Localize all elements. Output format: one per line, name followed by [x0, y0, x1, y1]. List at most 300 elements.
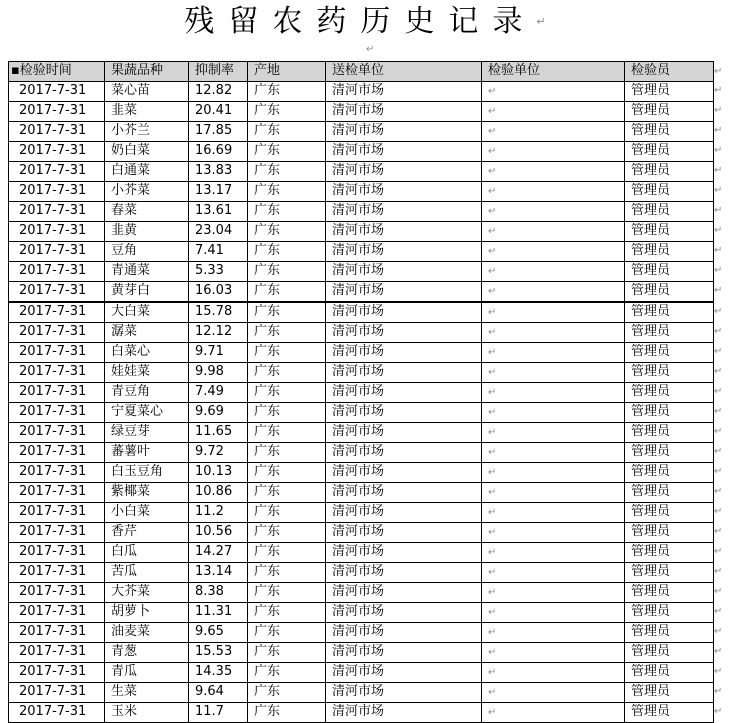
cell-inhibition-rate: 15.53 — [189, 642, 248, 662]
cell-inhibition-rate: 13.83 — [189, 161, 248, 181]
cell-produce-variety: 生菜 — [105, 682, 189, 702]
cell-inhibition-rate: 10.13 — [189, 462, 248, 482]
cell-inspection-time: 2017-7-31 — [9, 622, 105, 642]
cell-inspection-unit — [482, 322, 625, 342]
header-inspection-time: ▪检验时间 — [9, 62, 105, 82]
cell-inspector: 管理员 — [625, 221, 714, 241]
cell-inspection-time: 2017-7-31 — [9, 642, 105, 662]
table-row — [9, 201, 714, 221]
table-row — [9, 422, 714, 442]
paragraph-mark-icon: ↵ — [536, 15, 546, 28]
cell-end-mark-icon: ↵ — [488, 526, 497, 538]
cell-origin: 广东 — [248, 642, 326, 662]
row-end-mark-icon: ↵ — [714, 285, 723, 297]
cell-inspection-time: 2017-7-31 — [9, 522, 105, 542]
cell-origin: 广东 — [248, 181, 326, 201]
cell-end-mark-icon: ↵ — [488, 265, 497, 277]
cell-end-mark-icon: ↵ — [488, 406, 497, 418]
cell-inhibition-rate: 9.71 — [189, 342, 248, 362]
table-row — [9, 642, 714, 662]
cell-inhibition-rate: 13.17 — [189, 181, 248, 201]
cell-inspector: 管理员 — [625, 482, 714, 502]
cell-produce-variety: 春菜 — [105, 201, 189, 221]
cell-end-mark-icon: ↵ — [488, 426, 497, 438]
cell-inspection-time: 2017-7-31 — [9, 201, 105, 221]
cell-origin: 广东 — [248, 101, 326, 121]
table-row — [9, 702, 714, 722]
cell-submitting-unit: 清河市场 — [326, 81, 482, 101]
cell-submitting-unit: 清河市场 — [326, 322, 482, 342]
cell-produce-variety: 紫椰菜 — [105, 482, 189, 502]
cell-submitting-unit: 清河市场 — [326, 382, 482, 402]
cell-submitting-unit: 清河市场 — [326, 462, 482, 482]
cell-end-mark-icon: ↵ — [488, 586, 497, 598]
cell-inspection-unit — [482, 181, 625, 201]
row-end-mark-icon: ↵ — [714, 426, 723, 438]
cell-end-mark-icon: ↵ — [488, 245, 497, 257]
table-row — [9, 402, 714, 422]
cell-inspection-unit — [482, 422, 625, 442]
cell-inhibition-rate: 14.27 — [189, 542, 248, 562]
header-submitting-unit: 送检单位 — [326, 62, 482, 82]
cell-produce-variety: 小白菜 — [105, 502, 189, 522]
cell-inspection-time: 2017-7-31 — [9, 161, 105, 181]
cell-inspection-unit — [482, 121, 625, 141]
records-table — [8, 61, 714, 723]
cell-inspector: 管理员 — [625, 642, 714, 662]
row-end-mark-icon: ↵ — [714, 245, 723, 257]
cell-submitting-unit: 清河市场 — [326, 101, 482, 121]
cell-inhibition-rate: 9.65 — [189, 622, 248, 642]
document-title-text: 残留农药历史记录 — [184, 4, 537, 39]
header-inspection-unit: 检验单位 — [482, 62, 625, 82]
cell-inhibition-rate: 9.69 — [189, 402, 248, 422]
cell-inhibition-rate: 13.14 — [189, 562, 248, 582]
cell-inspector: 管理员 — [625, 121, 714, 141]
cell-origin: 广东 — [248, 402, 326, 422]
cell-inhibition-rate: 7.49 — [189, 382, 248, 402]
cell-produce-variety: 白通菜 — [105, 161, 189, 181]
cell-inspection-time: 2017-7-31 — [9, 482, 105, 502]
cell-submitting-unit: 清河市场 — [326, 502, 482, 522]
table-row — [9, 221, 714, 241]
cell-produce-variety: 白菜心 — [105, 342, 189, 362]
cell-submitting-unit: 清河市场 — [326, 622, 482, 642]
row-end-mark-icon: ↵ — [714, 606, 723, 618]
cell-inspection-time: 2017-7-31 — [9, 562, 105, 582]
cell-submitting-unit: 清河市场 — [326, 682, 482, 702]
cell-inhibition-rate: 16.03 — [189, 281, 248, 302]
row-end-mark-icon: ↵ — [714, 165, 723, 177]
cell-inspection-time: 2017-7-31 — [9, 442, 105, 462]
table-row — [9, 302, 714, 323]
cell-inspection-time: 2017-7-31 — [9, 221, 105, 241]
cell-inspection-time: 2017-7-31 — [9, 402, 105, 422]
cell-produce-variety: 韭黄 — [105, 221, 189, 241]
cell-produce-variety: 大白菜 — [105, 302, 189, 323]
paragraph-mark-icon: ↵ — [366, 44, 375, 55]
cell-inspection-time: 2017-7-31 — [9, 502, 105, 522]
cell-inspection-unit — [482, 482, 625, 502]
cell-inspector: 管理员 — [625, 322, 714, 342]
cell-origin: 广东 — [248, 422, 326, 442]
cell-inspection-unit — [482, 522, 625, 542]
cell-submitting-unit: 清河市场 — [326, 161, 482, 181]
cell-produce-variety: 小芥菜 — [105, 181, 189, 201]
cell-origin: 广东 — [248, 161, 326, 181]
cell-produce-variety: 青通菜 — [105, 261, 189, 281]
cell-submitting-unit: 清河市场 — [326, 522, 482, 542]
cell-produce-variety: 宁夏菜心 — [105, 402, 189, 422]
cell-end-mark-icon: ↵ — [488, 606, 497, 618]
cell-inspection-time: 2017-7-31 — [9, 382, 105, 402]
row-end-mark-icon: ↵ — [714, 646, 723, 658]
cell-origin: 广东 — [248, 602, 326, 622]
cell-inspection-time: 2017-7-31 — [9, 121, 105, 141]
table-row — [9, 241, 714, 261]
cell-inhibition-rate: 10.56 — [189, 522, 248, 542]
cell-inspector: 管理员 — [625, 402, 714, 422]
cell-inspection-unit — [482, 342, 625, 362]
cell-inspection-time: 2017-7-31 — [9, 362, 105, 382]
cell-submitting-unit: 清河市场 — [326, 362, 482, 382]
cell-origin: 广东 — [248, 482, 326, 502]
cell-end-mark-icon: ↵ — [488, 285, 497, 297]
cell-produce-variety: 菜心苗 — [105, 81, 189, 101]
table-row — [9, 181, 714, 201]
cell-inhibition-rate: 11.65 — [189, 422, 248, 442]
table-row — [9, 482, 714, 502]
cell-inspection-unit — [482, 442, 625, 462]
cell-inhibition-rate: 9.72 — [189, 442, 248, 462]
cell-inspection-time: 2017-7-31 — [9, 542, 105, 562]
cell-submitting-unit: 清河市场 — [326, 342, 482, 362]
cell-inspector: 管理员 — [625, 261, 714, 281]
cell-inspector: 管理员 — [625, 342, 714, 362]
cell-inspection-unit — [482, 402, 625, 422]
cell-origin: 广东 — [248, 382, 326, 402]
cell-produce-variety: 青葱 — [105, 642, 189, 662]
cell-submitting-unit: 清河市场 — [326, 662, 482, 682]
cell-produce-variety: 胡萝卜 — [105, 602, 189, 622]
table-row — [9, 121, 714, 141]
row-end-mark-icon: ↵ — [714, 105, 723, 117]
row-end-mark-icon: ↵ — [714, 125, 723, 137]
cell-origin: 广东 — [248, 221, 326, 241]
cell-end-mark-icon: ↵ — [488, 686, 497, 698]
cell-inhibition-rate: 5.33 — [189, 261, 248, 281]
cell-inhibition-rate: 9.98 — [189, 362, 248, 382]
cell-produce-variety: 韭菜 — [105, 101, 189, 121]
cell-inspector: 管理员 — [625, 582, 714, 602]
cell-inspector: 管理员 — [625, 622, 714, 642]
cell-inhibition-rate: 9.64 — [189, 682, 248, 702]
cell-end-mark-icon: ↵ — [488, 306, 497, 318]
table-row — [9, 362, 714, 382]
cell-origin: 广东 — [248, 81, 326, 101]
cell-end-mark-icon: ↵ — [488, 566, 497, 578]
cell-end-mark-icon: ↵ — [488, 105, 497, 117]
cell-inspector: 管理员 — [625, 502, 714, 522]
cell-inspection-unit — [482, 382, 625, 402]
cell-origin: 广东 — [248, 362, 326, 382]
cell-end-mark-icon: ↵ — [488, 506, 497, 518]
cell-inspector: 管理员 — [625, 181, 714, 201]
row-end-mark-icon: ↵ — [714, 626, 723, 638]
table-row — [9, 442, 714, 462]
cell-produce-variety: 黄芽白 — [105, 281, 189, 302]
cell-inspector: 管理员 — [625, 281, 714, 302]
row-end-mark-icon: ↵ — [714, 506, 723, 518]
cell-origin: 广东 — [248, 121, 326, 141]
cell-end-mark-icon: ↵ — [488, 205, 497, 217]
cell-end-mark-icon: ↵ — [488, 165, 497, 177]
cell-submitting-unit: 清河市场 — [326, 582, 482, 602]
cell-inspection-unit — [482, 201, 625, 221]
cell-origin: 广东 — [248, 261, 326, 281]
cell-inspection-unit — [482, 642, 625, 662]
row-end-mark-icon: ↵ — [714, 305, 723, 317]
table-row — [9, 141, 714, 161]
cell-inhibition-rate: 11.7 — [189, 702, 248, 722]
cell-inspector: 管理员 — [625, 462, 714, 482]
cell-end-mark-icon: ↵ — [488, 626, 497, 638]
cell-inspection-time: 2017-7-31 — [9, 261, 105, 281]
cell-origin: 广东 — [248, 141, 326, 161]
row-end-mark-icon: ↵ — [714, 406, 723, 418]
cell-produce-variety: 白瓜 — [105, 542, 189, 562]
cell-inhibition-rate: 23.04 — [189, 221, 248, 241]
cell-inspector: 管理员 — [625, 161, 714, 181]
table-row — [9, 342, 714, 362]
cell-produce-variety: 奶白菜 — [105, 141, 189, 161]
cell-end-mark-icon: ↵ — [488, 666, 497, 678]
row-end-mark-icon: ↵ — [714, 326, 723, 338]
row-end-mark-icon: ↵ — [714, 546, 723, 558]
cell-produce-variety: 香芹 — [105, 522, 189, 542]
cell-origin: 广东 — [248, 582, 326, 602]
header-origin: 产地 — [248, 62, 326, 82]
table-row — [9, 502, 714, 522]
cell-inspection-time: 2017-7-31 — [9, 662, 105, 682]
cell-inspector: 管理员 — [625, 241, 714, 261]
cell-end-mark-icon: ↵ — [488, 326, 497, 338]
cell-produce-variety: 小芥兰 — [105, 121, 189, 141]
cell-produce-variety: 白玉豆角 — [105, 462, 189, 482]
cell-inspector: 管理员 — [625, 422, 714, 442]
row-end-mark-icon: ↵ — [714, 225, 723, 237]
cell-submitting-unit: 清河市场 — [326, 181, 482, 201]
cell-inspection-unit — [482, 261, 625, 281]
cell-origin: 广东 — [248, 542, 326, 562]
cell-end-mark-icon: ↵ — [488, 706, 497, 718]
header-produce-variety: 果蔬品种 — [105, 62, 189, 82]
cell-submitting-unit: 清河市场 — [326, 542, 482, 562]
table-row — [9, 582, 714, 602]
cell-inhibition-rate: 14.35 — [189, 662, 248, 682]
cell-inspection-time: 2017-7-31 — [9, 462, 105, 482]
row-end-mark-icon: ↵ — [714, 145, 723, 157]
cell-produce-variety: 油麦菜 — [105, 622, 189, 642]
cell-inspector: 管理员 — [625, 602, 714, 622]
cell-end-mark-icon: ↵ — [488, 466, 497, 478]
cell-inspection-unit — [482, 462, 625, 482]
cell-end-mark-icon: ↵ — [488, 225, 497, 237]
cell-inspection-unit — [482, 221, 625, 241]
cell-origin: 广东 — [248, 281, 326, 302]
cell-submitting-unit: 清河市场 — [326, 642, 482, 662]
cell-inhibition-rate: 16.69 — [189, 141, 248, 161]
cell-end-mark-icon: ↵ — [488, 125, 497, 137]
cell-origin: 广东 — [248, 442, 326, 462]
row-end-mark-icon: ↵ — [714, 466, 723, 478]
row-end-mark-icon: ↵ — [714, 486, 723, 498]
cell-submitting-unit: 清河市场 — [326, 241, 482, 261]
cell-submitting-unit: 清河市场 — [326, 141, 482, 161]
cell-inspection-time: 2017-7-31 — [9, 241, 105, 261]
table-row — [9, 462, 714, 482]
cell-origin: 广东 — [248, 702, 326, 722]
cell-inspection-time: 2017-7-31 — [9, 101, 105, 121]
row-end-mark-icon: ↵ — [714, 346, 723, 358]
row-end-mark-icon: ↵ — [714, 265, 723, 277]
cell-inspection-time: 2017-7-31 — [9, 302, 105, 323]
cell-inspection-unit — [482, 362, 625, 382]
cell-origin: 广东 — [248, 201, 326, 221]
cell-inspection-unit — [482, 141, 625, 161]
cell-origin: 广东 — [248, 462, 326, 482]
cell-end-mark-icon: ↵ — [488, 185, 497, 197]
cell-submitting-unit: 清河市场 — [326, 482, 482, 502]
cell-end-mark-icon: ↵ — [488, 145, 497, 157]
cell-inhibition-rate: 12.82 — [189, 81, 248, 101]
cell-submitting-unit: 清河市场 — [326, 442, 482, 462]
table-row — [9, 662, 714, 682]
cell-origin: 广东 — [248, 502, 326, 522]
cell-end-mark-icon: ↵ — [488, 446, 497, 458]
cell-inspection-unit — [482, 502, 625, 522]
cell-inspection-time: 2017-7-31 — [9, 181, 105, 201]
cell-inspection-time: 2017-7-31 — [9, 342, 105, 362]
row-end-mark-icon: ↵ — [714, 686, 723, 698]
cell-submitting-unit: 清河市场 — [326, 281, 482, 302]
table-row — [9, 322, 714, 342]
cell-inspection-unit — [482, 302, 625, 323]
cell-inspection-unit — [482, 702, 625, 722]
cell-end-mark-icon: ↵ — [488, 346, 497, 358]
cell-inspector: 管理员 — [625, 542, 714, 562]
table-row — [9, 261, 714, 281]
cell-inspector: 管理员 — [625, 362, 714, 382]
cell-origin: 广东 — [248, 302, 326, 323]
cell-inspection-unit — [482, 582, 625, 602]
cell-inspector: 管理员 — [625, 702, 714, 722]
cell-inhibition-rate: 20.41 — [189, 101, 248, 121]
cell-inhibition-rate: 11.2 — [189, 502, 248, 522]
cell-submitting-unit: 清河市场 — [326, 121, 482, 141]
cell-inhibition-rate: 11.31 — [189, 602, 248, 622]
cell-inspection-unit — [482, 101, 625, 121]
cell-inspection-unit — [482, 602, 625, 622]
cell-origin: 广东 — [248, 522, 326, 542]
cell-produce-variety: 苦瓜 — [105, 562, 189, 582]
cell-inhibition-rate: 8.38 — [189, 582, 248, 602]
document-title — [0, 4, 730, 40]
cell-submitting-unit: 清河市场 — [326, 402, 482, 422]
table-row — [9, 161, 714, 181]
cell-end-mark-icon: ↵ — [488, 366, 497, 378]
cell-origin: 广东 — [248, 562, 326, 582]
row-end-mark-icon: ↵ — [714, 666, 723, 678]
cell-submitting-unit: 清河市场 — [326, 602, 482, 622]
cell-inspector: 管理员 — [625, 682, 714, 702]
cell-produce-variety: 潺菜 — [105, 322, 189, 342]
row-end-mark-icon: ↵ — [714, 205, 723, 217]
row-end-mark-icon: ↵ — [714, 446, 723, 458]
cell-inspection-time: 2017-7-31 — [9, 582, 105, 602]
table-header — [9, 62, 714, 82]
cell-inspection-time: 2017-7-31 — [9, 702, 105, 722]
row-end-mark-icon: ↵ — [714, 586, 723, 598]
cell-inspector: 管理员 — [625, 201, 714, 221]
table-row — [9, 101, 714, 121]
cell-submitting-unit: 清河市场 — [326, 221, 482, 241]
cell-inspection-unit — [482, 542, 625, 562]
cell-end-mark-icon: ↵ — [488, 85, 497, 97]
cell-submitting-unit: 清河市场 — [326, 302, 482, 323]
row-end-mark-icon: ↵ — [714, 566, 723, 578]
cell-produce-variety: 青瓜 — [105, 662, 189, 682]
cell-produce-variety: 青豆角 — [105, 382, 189, 402]
cell-submitting-unit: 清河市场 — [326, 261, 482, 281]
cell-inspection-unit — [482, 662, 625, 682]
cell-inspection-time: 2017-7-31 — [9, 682, 105, 702]
cell-submitting-unit: 清河市场 — [326, 422, 482, 442]
cell-produce-variety: 豆角 — [105, 241, 189, 261]
cell-inspector: 管理员 — [625, 101, 714, 121]
table-row — [9, 622, 714, 642]
cell-inspection-time: 2017-7-31 — [9, 81, 105, 101]
header-row — [9, 62, 714, 82]
cell-inhibition-rate: 13.61 — [189, 201, 248, 221]
cell-inspector: 管理员 — [625, 141, 714, 161]
cell-inspection-unit — [482, 682, 625, 702]
cell-origin: 广东 — [248, 241, 326, 261]
cell-end-mark-icon: ↵ — [488, 486, 497, 498]
cell-origin: 广东 — [248, 342, 326, 362]
cell-produce-variety: 绿豆芽 — [105, 422, 189, 442]
cell-inspection-time: 2017-7-31 — [9, 602, 105, 622]
row-end-mark-icon: ↵ — [714, 386, 723, 398]
cell-produce-variety: 娃娃菜 — [105, 362, 189, 382]
cell-inspection-time: 2017-7-31 — [9, 281, 105, 302]
cell-inspection-time: 2017-7-31 — [9, 422, 105, 442]
row-end-mark-icon: ↵ — [714, 366, 723, 378]
table-row — [9, 382, 714, 402]
cell-end-mark-icon: ↵ — [488, 546, 497, 558]
cell-submitting-unit: 清河市场 — [326, 702, 482, 722]
cell-inhibition-rate: 17.85 — [189, 121, 248, 141]
table-row — [9, 682, 714, 702]
cell-end-mark-icon: ↵ — [488, 386, 497, 398]
cell-produce-variety: 玉米 — [105, 702, 189, 722]
row-end-mark-icon: ↵ — [714, 526, 723, 538]
cell-inspector: 管理员 — [625, 302, 714, 323]
cell-inspector: 管理员 — [625, 81, 714, 101]
cell-produce-variety: 蕃薯叶 — [105, 442, 189, 462]
cell-inhibition-rate: 12.12 — [189, 322, 248, 342]
table-row — [9, 281, 714, 302]
